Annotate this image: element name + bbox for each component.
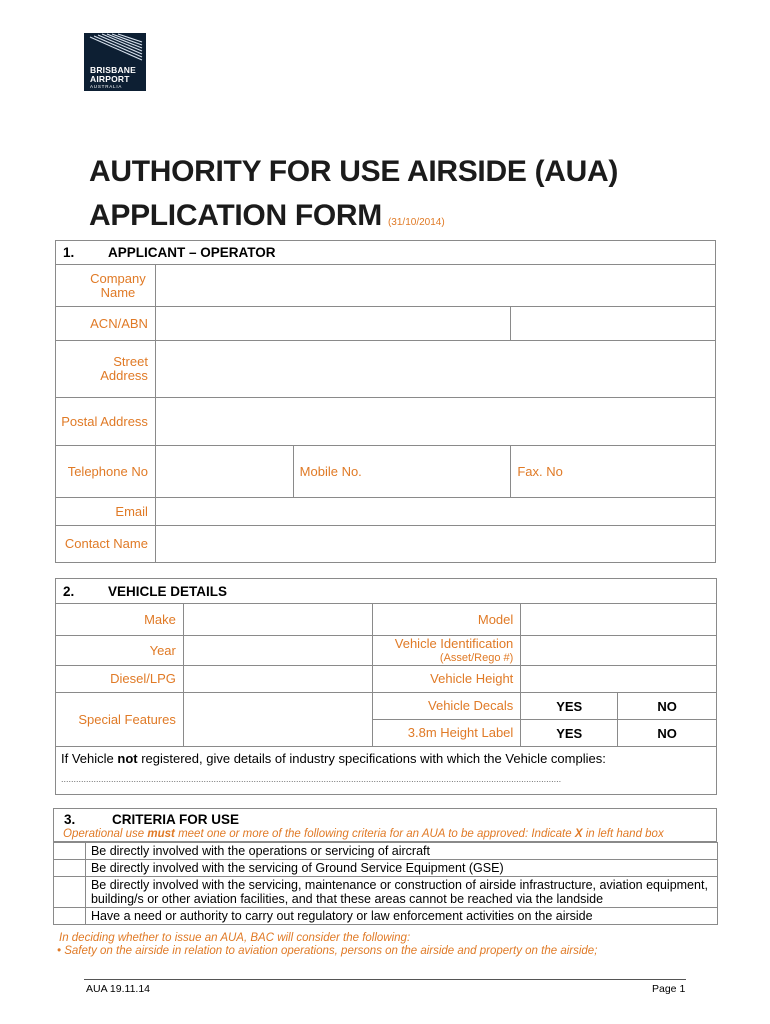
street-address-field[interactable] bbox=[155, 341, 715, 398]
height-label-label: 3.8m Height Label bbox=[373, 720, 521, 747]
footer-rule bbox=[84, 979, 686, 980]
logo-rays-graphic bbox=[84, 33, 146, 63]
height-label-yes[interactable]: YES bbox=[521, 720, 618, 747]
title-line-2: APPLICATION FORM bbox=[89, 199, 382, 232]
section-1-heading: APPLICANT – OPERATOR bbox=[108, 245, 276, 260]
vehicle-decals-label: Vehicle Decals bbox=[373, 693, 521, 720]
acn-abn-label: ACN/ABN bbox=[56, 307, 156, 341]
title-line-1: AUTHORITY FOR USE AIRSIDE (AUA) bbox=[89, 155, 619, 188]
vehicle-specifications-note: If Vehicle not registered, give details of industry specifications with which the Vehicle complies: bbox=[61, 751, 606, 766]
fax-label: Fax. No bbox=[517, 464, 563, 479]
logo-line-3: AUSTRALIA bbox=[90, 84, 123, 89]
section-1-header bbox=[56, 241, 716, 265]
consider-note: In deciding whether to issue an AUA, BAC will consider the following: bbox=[59, 932, 411, 944]
criteria-intro: Operational use must meet one or more of the following criteria for an AUA to be approved: Indicate X in left hand box bbox=[63, 828, 664, 840]
criteria-checkbox-1[interactable] bbox=[54, 843, 86, 860]
make-label: Make bbox=[56, 604, 184, 636]
consider-bullet: • Safety on the airside in relation to aviation operations, persons on the airside and property on the airside; bbox=[57, 945, 598, 957]
criteria-text-2: Be directly involved with the servicing of Ground Service Equipment (GSE) bbox=[85, 860, 717, 877]
vehicle-specifications-cell[interactable] bbox=[56, 747, 717, 795]
diesel-lpg-label: Diesel/LPG bbox=[56, 666, 184, 693]
acn-abn-field[interactable] bbox=[155, 307, 510, 341]
section-2-header bbox=[56, 579, 717, 604]
mobile-cell[interactable] bbox=[293, 446, 511, 498]
contact-name-field[interactable] bbox=[155, 526, 715, 563]
acn-abn-field-2[interactable] bbox=[511, 307, 716, 341]
mobile-label: Mobile No. bbox=[299, 464, 362, 479]
vehicle-height-label: Vehicle Height bbox=[373, 666, 521, 693]
section-3-header bbox=[53, 808, 717, 842]
section-1-number: 1. bbox=[63, 245, 75, 260]
telephone-label: Telephone No bbox=[56, 446, 156, 498]
diesel-lpg-field[interactable] bbox=[183, 666, 373, 693]
section-2-number: 2. bbox=[63, 583, 75, 599]
criteria-checkbox-4[interactable] bbox=[54, 908, 86, 925]
section-3-heading: CRITERIA FOR USE bbox=[112, 812, 240, 827]
postal-address-label: Postal Address bbox=[56, 398, 156, 446]
logo-line-1: BRISBANE bbox=[90, 65, 136, 75]
footer-ref: AUA 19.11.14 bbox=[86, 983, 151, 995]
criteria-text-1: Be directly involved with the operations or servicing of aircraft bbox=[85, 843, 717, 860]
model-field[interactable] bbox=[521, 604, 717, 636]
year-field[interactable] bbox=[183, 636, 373, 666]
year-label: Year bbox=[56, 636, 184, 666]
brisbane-airport-logo bbox=[84, 33, 146, 91]
model-label: Model bbox=[373, 604, 521, 636]
vehicle-height-field[interactable] bbox=[521, 666, 717, 693]
page-title bbox=[89, 150, 618, 245]
height-label-no[interactable]: NO bbox=[618, 720, 717, 747]
telephone-field[interactable] bbox=[155, 446, 293, 498]
section-2-heading: VEHICLE DETAILS bbox=[108, 583, 228, 599]
criteria-checkbox-3[interactable] bbox=[54, 877, 86, 908]
postal-address-field[interactable] bbox=[155, 398, 715, 446]
form-date: (31/10/2014) bbox=[387, 217, 445, 228]
criteria-text-3: Be directly involved with the servicing, maintenance or construction of airside infrastructure, aviation equipment, building/s or other aviation facilities, and that these areas cannot be reached via the landside bbox=[85, 877, 717, 908]
company-name-field[interactable] bbox=[155, 265, 715, 307]
criteria-checkbox-2[interactable] bbox=[54, 860, 86, 877]
email-field[interactable] bbox=[155, 498, 715, 526]
vehicle-identification-field[interactable] bbox=[521, 636, 717, 666]
logo-line-2: AIRPORT bbox=[90, 74, 130, 84]
company-name-label: Company Name bbox=[56, 265, 156, 307]
page-number: Page 1 bbox=[652, 983, 686, 995]
vehicle-identification-label: Vehicle Identification (Asset/Rego #) bbox=[373, 636, 521, 666]
street-address-label: Street Address bbox=[56, 341, 156, 398]
specifications-dotted-line: ........................................................................................................................................................................................................ bbox=[61, 774, 562, 784]
criteria-table bbox=[53, 842, 718, 925]
logo-text bbox=[90, 66, 136, 84]
section-3-number: 3. bbox=[64, 812, 76, 827]
email-label: Email bbox=[56, 498, 156, 526]
vehicle-decals-yes[interactable]: YES bbox=[521, 693, 618, 720]
vehicle-decals-no[interactable]: NO bbox=[618, 693, 717, 720]
fax-cell[interactable] bbox=[511, 446, 716, 498]
contact-name-label: Contact Name bbox=[56, 526, 156, 563]
vehicle-details-table bbox=[55, 578, 717, 795]
make-field[interactable] bbox=[183, 604, 373, 636]
special-features-label: Special Features bbox=[56, 693, 184, 747]
applicant-operator-table bbox=[55, 240, 716, 563]
criteria-text-4: Have a need or authority to carry out regulatory or law enforcement activities on the airside bbox=[85, 908, 717, 925]
special-features-field[interactable] bbox=[183, 693, 373, 747]
